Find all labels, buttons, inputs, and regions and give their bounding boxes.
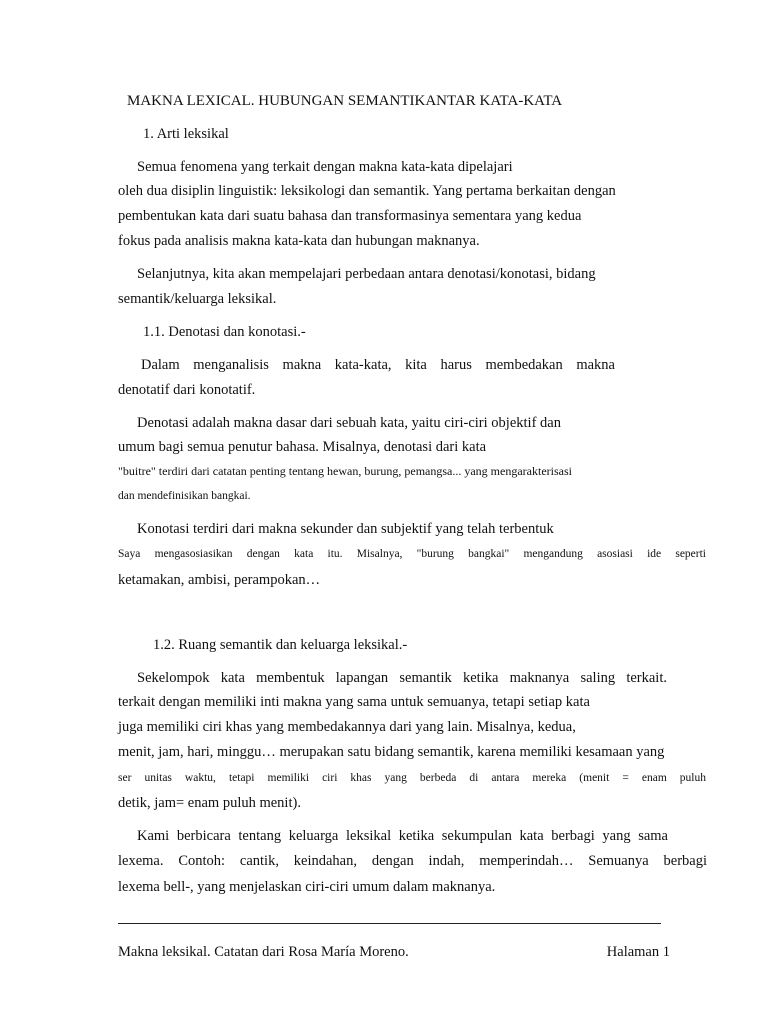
paragraph-4-line-1: Denotasi adalah makna dasar dari sebuah kata, yaitu ciri-ciri objektif dan xyxy=(137,415,561,431)
paragraph-2-line-2: semantik/keluarga leksikal. xyxy=(118,291,277,307)
paragraph-5-line-2: Saya mengasosiasikan dengan kata itu. Misalnya, "burung bangkai" mengandung asosiasi ide seperti xyxy=(118,548,706,560)
paragraph-4-line-4: dan mendefinisikan bangkai. xyxy=(118,490,251,502)
page-number: Halaman 1 xyxy=(606,944,670,960)
paragraph-7-line-1: Kami berbicara tentang keluarga leksikal ketika sekumpulan kata berbagi yang sama xyxy=(137,828,668,844)
paragraph-6-line-2: terkait dengan memiliki inti makna yang sama untuk semuanya, tetapi setiap kata xyxy=(118,694,590,710)
section-heading-1: 1. Arti leksikal xyxy=(143,126,229,142)
paragraph-5-line-1: Konotasi terdiri dari makna sekunder dan subjektif yang telah terbentuk xyxy=(137,521,554,537)
page-footer xyxy=(118,942,670,962)
paragraph-6-line-5: ser unitas waktu, tetapi memiliki ciri khas yang berbeda di antara mereka (menit = enam puluh xyxy=(118,772,706,784)
footer-divider xyxy=(118,923,661,924)
footer-source: Makna leksikal. Catatan dari Rosa María Moreno. xyxy=(118,944,409,960)
paragraph-6-line-6: detik, jam= enam puluh menit). xyxy=(118,795,301,811)
paragraph-1-line-1: Semua fenomena yang terkait dengan makna kata-kata dipelajari xyxy=(137,159,513,175)
paragraph-3-line-1: Dalam menganalisis makna kata-kata, kita harus membedakan makna xyxy=(141,357,615,373)
paragraph-7-line-3: lexema bell-, yang menjelaskan ciri-ciri umum dalam maknanya. xyxy=(118,879,496,895)
section-heading-1-1: 1.1. Denotasi dan konotasi.- xyxy=(143,324,306,340)
paragraph-2-line-1: Selanjutnya, kita akan mempelajari perbedaan antara denotasi/konotasi, bidang xyxy=(137,266,596,282)
paragraph-1-line-2: oleh dua disiplin linguistik: leksikologi dan semantik. Yang pertama berkaitan dengan xyxy=(118,183,616,199)
paragraph-4-line-2: umum bagi semua penutur bahasa. Misalnya, denotasi dari kata xyxy=(118,439,487,455)
paragraph-3-line-2: denotatif dari konotatif. xyxy=(118,382,256,398)
document-title: MAKNA LEXICAL. HUBUNGAN SEMANTIKANTAR KATA-KATA xyxy=(127,93,563,109)
paragraph-6-line-1: Sekelompok kata membentuk lapangan semantik ketika maknanya saling terkait. xyxy=(137,670,667,686)
paragraph-7-line-2: lexema. Contoh: cantik, keindahan, dengan indah, memperindah… Semuanya berbagi xyxy=(118,853,707,869)
paragraph-1-line-4: fokus pada analisis makna kata-kata dan hubungan maknanya. xyxy=(118,233,480,249)
paragraph-4-line-3: "buitre" terdiri dari catatan penting tentang hewan, burung, pemangsa... yang mengarakterisasi xyxy=(118,464,572,478)
paragraph-6-line-3: juga memiliki ciri khas yang membedakannya dari yang lain. Misalnya, kedua, xyxy=(118,719,576,735)
section-heading-1-2: 1.2. Ruang semantik dan keluarga leksikal.- xyxy=(153,637,408,653)
paragraph-6-line-4: menit, jam, hari, minggu… merupakan satu bidang semantik, karena memiliki kesamaan yang xyxy=(118,744,665,760)
paragraph-5-line-3: ketamakan, ambisi, perampokan… xyxy=(118,572,321,588)
paragraph-1-line-3: pembentukan kata dari suatu bahasa dan transformasinya sementara yang kedua xyxy=(118,208,582,224)
